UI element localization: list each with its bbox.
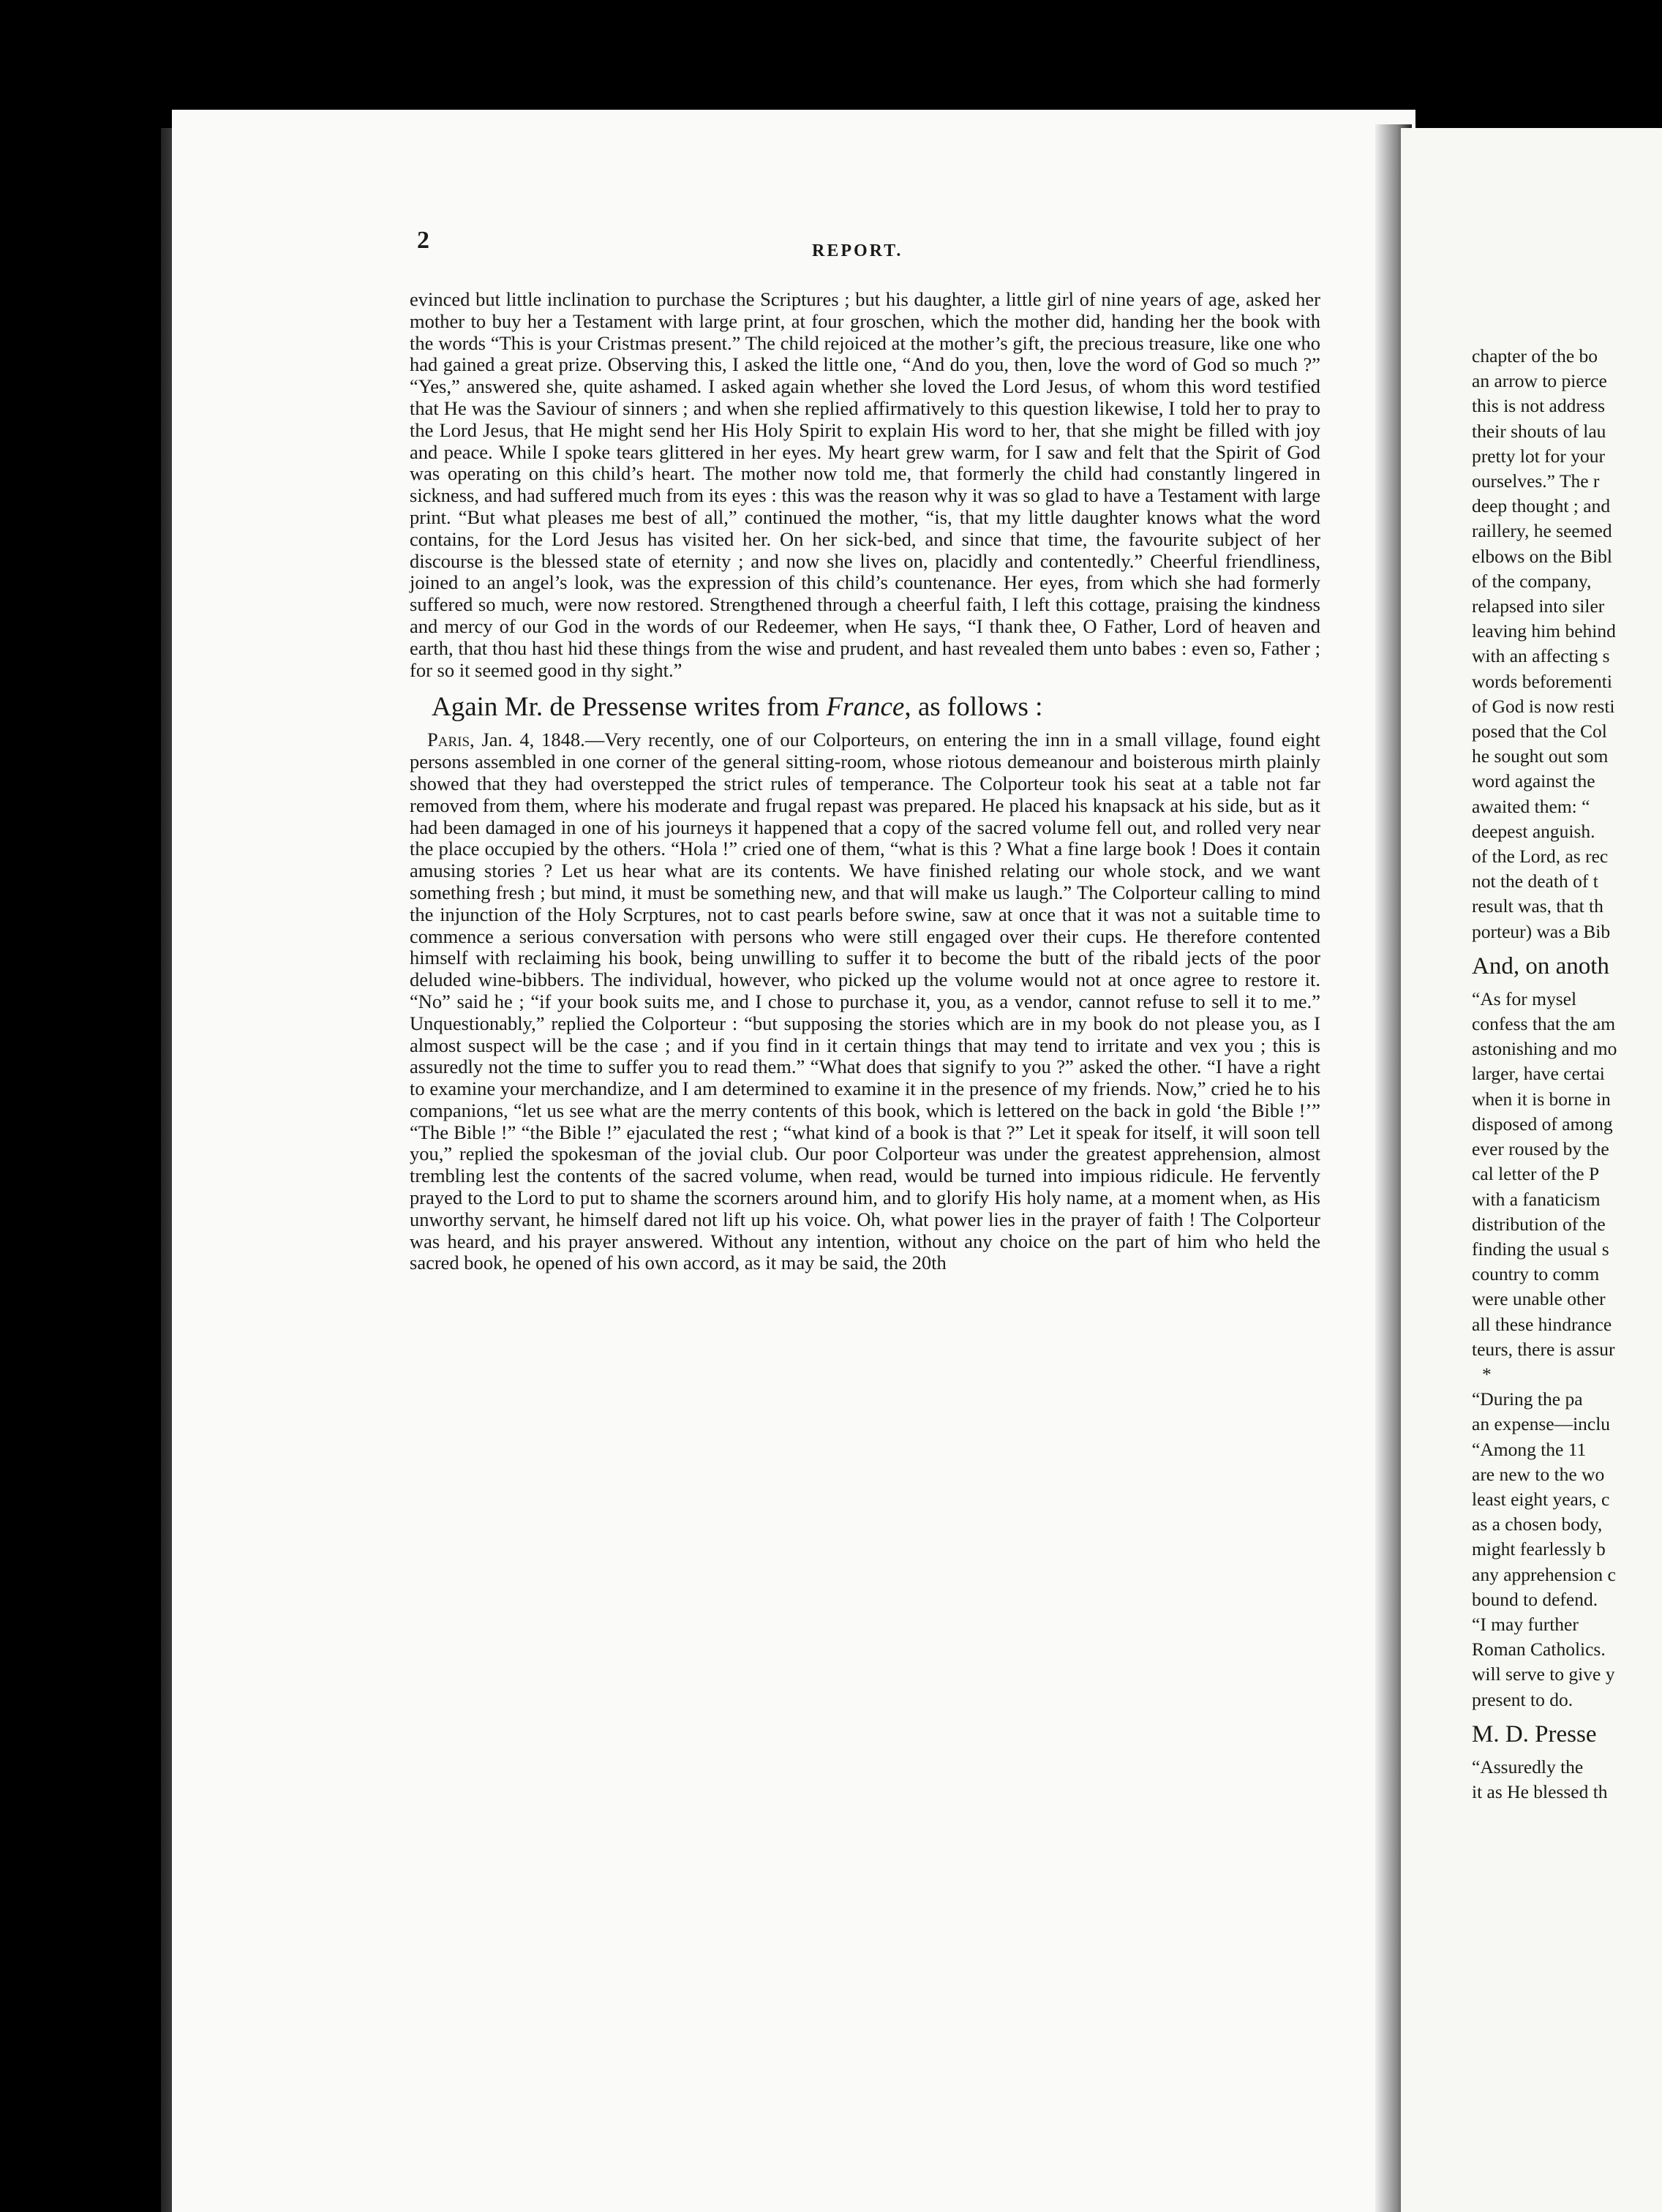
right-column-line: of the Lord, as rec	[1472, 846, 1609, 868]
right-column-line: when it is borne in	[1472, 1088, 1611, 1110]
right-column-line: ourselves.” The r	[1472, 470, 1600, 492]
right-column-line: of God is now resti	[1472, 695, 1615, 717]
right-column-line: will serve to give y	[1472, 1663, 1615, 1685]
right-column-line: confess that the am	[1472, 1013, 1616, 1035]
right-column-line: this is not address	[1472, 395, 1606, 417]
right-column-line: were unable other	[1472, 1288, 1606, 1310]
right-column-line: he sought out som	[1472, 745, 1609, 767]
right-column-line: word against the	[1472, 770, 1595, 792]
right-column-line: not the death of t	[1472, 870, 1598, 892]
right-column-line: elbows on the Bibl	[1472, 545, 1612, 567]
right-column-line: chapter of the bo	[1472, 345, 1598, 366]
right-column-line: “During the pa	[1472, 1388, 1583, 1410]
right-column-line: any apprehension c	[1472, 1563, 1616, 1585]
right-column-line: of the company,	[1472, 570, 1592, 592]
right-column-line: might fearlessly b	[1472, 1538, 1606, 1560]
right-column-line: present to do.	[1472, 1688, 1573, 1710]
right-column-line: astonishing and mo	[1472, 1038, 1617, 1060]
right-column-line: bound to defend.	[1472, 1588, 1598, 1610]
right-column-line: raillery, he seemed	[1472, 520, 1612, 542]
right-lines-block-4	[1472, 1755, 1662, 1805]
right-column-line: as a chosen body,	[1472, 1513, 1603, 1535]
right-column-line: posed that the Col	[1472, 721, 1607, 742]
right-column-line: porteur) was a Bib	[1472, 920, 1611, 942]
right-column-line: ever roused by the	[1472, 1138, 1609, 1160]
right-column-line: with a fanaticism	[1472, 1188, 1601, 1210]
right-column-line: result was, that th	[1472, 895, 1603, 917]
right-lines-block-3	[1472, 1387, 1662, 1712]
right-lines-block-1	[1472, 344, 1662, 944]
right-column-line: deepest anguish.	[1472, 820, 1595, 842]
right-column-line: “Assuredly the	[1472, 1756, 1584, 1778]
right-lines-block-2	[1472, 987, 1662, 1362]
section-heading: Again Mr. de Pressense writes from France, as follows :	[432, 692, 1043, 723]
right-column-line: country to comm	[1472, 1263, 1600, 1285]
right-heading-1: And, on anoth	[1472, 952, 1609, 979]
letter-paragraph: Paris, Jan. 4, 1848.—Very recently, one of our Colporteurs, on entering the inn in a small village, found eight persons assembled in one corner of the general sitting-room, whose riotous demeanour and boisterous mirth plainly showed that they had overstepped the strict rules of temperance. The Colporteur took his seat at a table not far removed from them, where his moderate and frugal repast was prepared. He placed his knapsack at his side, but as it had been damaged in one of his journeys it happened that a copy of the sacred volume fell out, and rolled very near the place occupied by the others. “Hola !” cried one of them, “what is this ? What a fine large book ! Does it contain amusing stories ? Let us hear what are its contents. We have finished relating our whole stock, and we want something fresh ; but mind, it must be something new, and that will make us laugh.” The Colporteur calling to mind the injunction of the Holy Scrptures, not to cast pearls before swine, saw at once that it was not a suitable time to commence a serious conversation with persons who were still engaged over their cups. He therefore contented himself with reclaiming his book, being unwilling to suffer it to become the butt of the ribald jects of the poor deluded wine-bibbers. The individual, however, who picked up the volume would not at once agree to restore it. “No” said he ; “if your book suits me, and I chose to purchase it, you, as a vendor, cannot refuse to sell it to me.” Unquestionably,” replied the Colporteur : “but supposing the stories which are in my book do not please you, as I almost suspect will be the case ; and if you find in it certain things that may tend to irritate and vex you ; this is assuredly not the time to suffer you to read them.” “What does that signify to you ?” asked the other. “I have a right to examine your merchandize, and I am determined to examine it in the presence of my friends. Now,” cried he to his companions, “let us see what are the merry contents of this book, which is lettered on the back in gold ‘the Bible !’” “The Bible !” “the Bible !” ejaculated the rest ; “what kind of a book is that ?” Let it speak for itself, it will soon tell you,” replied the spokesman of the jovial club. Our poor Colporteur was under the greatest apprehension, almost trembling lest the contents of the sacred volume, when read, would be turned into impious ridicule. He fervently prayed to the Lord to put to shame the scorners around him, and to glorify His holy name, at a moment when, as His unworthy servant, he himself dared not lift up his voice. Oh, what power lies in the prayer of faith ! The Colporteur was heard, and his prayer answered. Without any intention, without any choice on the part of him who held the sacred book, he opened of his own accord, as it may be said, the 20th	[410, 729, 1320, 1274]
running-head: REPORT.	[812, 241, 903, 260]
right-column-line: “I may further	[1472, 1613, 1579, 1635]
right-column-line: an arrow to pierce	[1472, 370, 1607, 392]
right-column-line: distribution of the	[1472, 1213, 1606, 1235]
right-column-line: cal letter of the P	[1472, 1163, 1600, 1185]
paragraph: evinced but little inclination to purchase the Scriptures ; but his daughter, a little girl of nine years of age, asked her mother to buy her a Testament with large print, at four groschen, which the mother did, handing her the book with the words “This is your Cristmas present.” The child rejoiced at the mother’s gift, the precious treasure, like one who had gained a great prize. Observing this, I asked the little one, “And do you, then, love the word of God so much ?” “Yes,” answered she, quite ashamed. I asked again whether she loved the Lord Jesus, of whom this word testified that He was the Saviour of sinners ; and when she replied affirmatively to this question likewise, I told her to pray to the Lord Jesus, that He might send her His Holy Spirit to explain His word to her, that she might be filled with joy and peace. While I spoke tears glittered in her eyes. My heart grew warm, for I saw and felt that the Spirit of God was operating on this child’s heart. The mother now told me, that formerly the child had constantly lingered in sickness, and had suffered much from its eyes : this was the reason why it was so glad to have a Testament with large print. “But what pleases me best of all,” continued the mother, “is, that my little daughter knows what the word contains, for the Lord Jesus has visited her. On her sick-bed, and since that time, the favourite subject of her discourse is the blessed state of eternity ; and now she lives on, placidly and contentedly.” Cheerful friendliness, joined to an angel’s look, was the expression of this child’s countenance. Her eyes, from which she had formerly suffered so much, were now restored. Strengthened through a cheerful faith, I left this cottage, praising the kindness and mercy of our God in the words of our Redeemer, when He says, “I thank thee, O Father, Lord of heaven and earth, that thou hast hid these things from the wise and prudent, and hast revealed them unto babes : even so, Father ; for so it seemed good in thy sight.”	[410, 288, 1320, 681]
right-column-line: are new to the wo	[1472, 1463, 1605, 1485]
page-number: 2	[417, 227, 429, 254]
right-column-line: teurs, there is assur	[1472, 1338, 1615, 1360]
right-column-line: “Among the 11	[1472, 1438, 1587, 1460]
right-column-line: their shouts of lau	[1472, 420, 1606, 442]
right-column-line: words beforementi	[1472, 670, 1612, 692]
section-star: *	[1482, 1363, 1492, 1385]
right-column-line: all these hindrance	[1472, 1313, 1612, 1335]
main-text-column	[410, 289, 1320, 1274]
right-column-line: with an affecting s	[1472, 645, 1610, 667]
right-column-line: awaited them: “	[1472, 795, 1590, 817]
right-column-line: leaving him behind	[1472, 620, 1616, 642]
right-column-line: deep thought ; and	[1472, 495, 1611, 517]
right-column-line: relapsed into siler	[1472, 595, 1605, 617]
right-column-line: an expense—inclu	[1472, 1413, 1611, 1435]
right-text-column	[1472, 344, 1662, 1805]
right-column-line: it as He blessed th	[1472, 1780, 1608, 1802]
right-column-line: finding the usual s	[1472, 1238, 1609, 1260]
letter-place: Paris	[427, 729, 470, 751]
right-column-line: Roman Catholics.	[1472, 1639, 1606, 1660]
right-column-line: least eight years, c	[1472, 1488, 1610, 1510]
right-column-line: larger, have certai	[1472, 1063, 1605, 1085]
right-column-line: pretty lot for your	[1472, 445, 1605, 467]
right-column-line: “As for mysel	[1472, 988, 1577, 1009]
right-column-line: disposed of among	[1472, 1113, 1613, 1135]
right-heading-2: M. D. Presse	[1472, 1720, 1597, 1748]
